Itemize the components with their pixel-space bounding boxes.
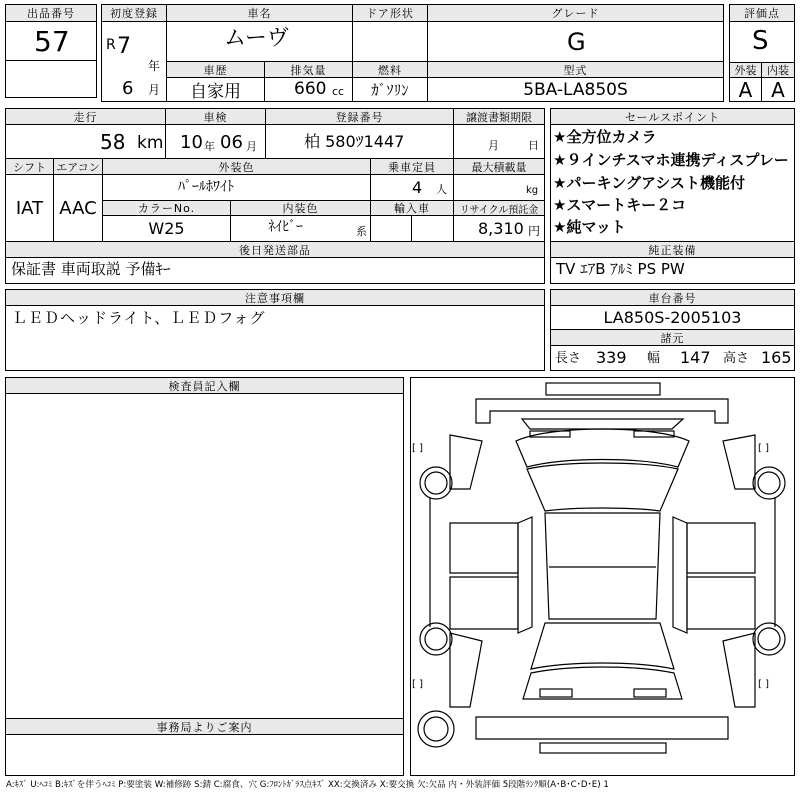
score-label: 評価点 [729, 4, 795, 22]
capacity-value: 4 [412, 178, 423, 197]
rear-plate-shape [540, 743, 666, 753]
fuel-value: ｶﾞｿﾘﾝ [352, 77, 428, 102]
reg-era: R [106, 37, 116, 53]
plate-value: 柏 580ﾂ1447 [304, 132, 405, 151]
recycle-unit: 円 [528, 224, 541, 238]
plate-label: 登録番号 [265, 108, 454, 125]
height-label: 高さ [723, 351, 750, 366]
roof-shape [545, 513, 660, 619]
import-divider [411, 215, 412, 242]
rear-left-fender [450, 633, 482, 707]
later-parts-value: 保証書 車両取説 予備ｷｰ [11, 260, 171, 278]
model-label: 型式 [427, 61, 724, 78]
color-box [102, 174, 371, 201]
displacement-value: 660 [294, 79, 327, 99]
spare-hub [424, 717, 448, 741]
right-rear-door [687, 577, 755, 629]
left-rear-door [450, 577, 518, 629]
rear-window-shape [531, 623, 674, 669]
rear-right-fender [723, 633, 755, 707]
inspection-year-unit: 年 [204, 140, 215, 153]
recycle-value: 8,310 [478, 219, 524, 238]
transfer-month: 月 [488, 139, 499, 152]
ac-value: AAC [53, 174, 103, 242]
inspector-label: 検査員記入欄 [5, 377, 404, 394]
left-bracket-top: [ ] [412, 443, 423, 454]
lot-number: 57 [34, 25, 70, 58]
grade-label: グレード [427, 4, 724, 22]
rear-bumper-shape [476, 717, 728, 739]
sales-points-label: セールスポイント [550, 108, 795, 125]
month-unit: 月 [148, 83, 161, 97]
width-label: 幅 [647, 351, 661, 366]
right-bracket-bottom: [ ] [758, 679, 769, 690]
right-front-door [687, 523, 755, 573]
sales-point-item: ★９インチスマホ連携ディスプレー [553, 151, 789, 169]
inspection-month: 06 [220, 132, 243, 153]
interior-color-label: 内装色 [230, 200, 371, 216]
interior-value: A [761, 77, 795, 102]
notes-label: 注意事項欄 [5, 289, 545, 306]
colorno-value: W25 [102, 215, 231, 242]
office-box [5, 734, 404, 776]
exterior-label: 外装 [729, 62, 762, 78]
model-value: 5BA-LA850S [427, 77, 724, 102]
inspection-label: 車検 [165, 108, 266, 125]
shift-label: シフト [5, 158, 54, 175]
equipment-value: TV ｴｱB ｱﾙﾐ PS PW [556, 260, 685, 278]
windshield-shape [516, 429, 689, 467]
hood-top [522, 419, 683, 429]
hood-shape [527, 463, 678, 511]
left-pillar [518, 517, 532, 633]
exterior-value: A [729, 77, 762, 102]
mileage-label: 走行 [5, 108, 166, 125]
interior-color-value: ﾈｲﾋﾞｰ [268, 219, 303, 235]
office-label: 事務局よりご案内 [5, 718, 404, 735]
door-label: ドア形状 [352, 4, 428, 22]
capacity-label: 乗車定員 [370, 158, 454, 175]
chassis-value: LA850S-2005103 [550, 305, 795, 330]
later-parts-label: 後日発送部品 [5, 241, 545, 258]
year-unit: 年 [148, 59, 161, 73]
reg-year: 7 [117, 34, 131, 59]
history-value: 自家用 [166, 77, 265, 102]
recycle-label: リサイクル預託金 [453, 200, 545, 216]
lot-divider [5, 60, 97, 61]
front-right-fender [723, 435, 755, 489]
trunk-shape [523, 667, 682, 699]
transfer-label: 譲渡書類期限 [453, 108, 545, 125]
load-label: 最大積載量 [453, 158, 545, 175]
front-left-fender [450, 435, 482, 489]
car-diagram [410, 377, 795, 776]
spec-box [550, 345, 795, 371]
car-name-label: 車名 [166, 4, 353, 22]
left-bracket-bottom: [ ] [412, 679, 423, 690]
height-value: 165 [761, 348, 792, 367]
sales-point-item: ★純マット [553, 218, 626, 236]
front-grille-shape [546, 383, 660, 395]
ac-label: エアコン [53, 158, 103, 175]
rear-right-hub [758, 628, 780, 650]
length-value: 339 [596, 348, 627, 367]
interior-label: 内装 [761, 62, 795, 78]
equipment-label: 純正装備 [550, 241, 795, 258]
inspection-month-unit: 月 [246, 140, 257, 153]
transfer-day: 日 [528, 139, 539, 152]
mileage-value: 58 [100, 130, 126, 154]
interior-color-suffix: 系 [356, 225, 367, 238]
notes-value: ＬＥＤヘッドライト、ＬＥＤフォグ [12, 309, 266, 327]
right-bracket-top: [ ] [758, 443, 769, 454]
registration-label: 初度登録 [101, 4, 167, 22]
lot-label: 出品番号 [5, 4, 97, 22]
front-left-hub [425, 472, 447, 494]
spec-label: 諸元 [550, 329, 795, 346]
colorno-label: カラーNo. [102, 200, 231, 216]
car-name-value: ムーヴ [224, 26, 289, 51]
import-label: 輸入車 [370, 200, 454, 216]
color-value: ﾊﾟｰﾙﾎﾜｲﾄ [178, 179, 234, 195]
left-front-door [450, 523, 518, 573]
front-right-hub [758, 472, 780, 494]
sales-point-item: ★パーキングアシスト機能付 [553, 174, 745, 192]
right-taillight [634, 689, 666, 697]
score-value: S [752, 26, 769, 56]
mileage-unit: km [137, 133, 164, 153]
width-value: 147 [680, 348, 711, 367]
shift-value: IAT [5, 174, 54, 242]
length-label: 長さ [555, 351, 582, 366]
history-label: 車歴 [166, 61, 265, 78]
load-unit: kg [526, 185, 539, 196]
rear-left-hub [425, 628, 447, 650]
reg-month: 6 [122, 78, 134, 99]
left-taillight [540, 689, 572, 697]
grade-value: G [567, 28, 586, 56]
color-label: 外装色 [102, 158, 371, 175]
damage-legend: A:ｷｽﾞ U:ﾍｺﾐ B:ｷｽﾞを伴うﾍｺﾐ P:要塗装 W:補修跡 S:錆 C:腐食、穴 G:ﾌﾛﾝﾄｶﾞﾗｽ点ｷｽﾞ XX:交換済み X:要交換 欠:欠品 内・外装評価 5段階ﾗﾝｸ順(A･B･C･D･E) 1 [6, 780, 609, 790]
inspection-year: 10 [180, 132, 203, 153]
sales-point-item: ★全方位カメラ [553, 128, 657, 146]
inspector-box [5, 393, 404, 719]
right-pillar [673, 517, 687, 633]
displacement-label: 排気量 [264, 61, 353, 78]
displacement-unit: cc [332, 85, 345, 98]
sales-point-item: ★スマートキー２コ [553, 196, 687, 214]
chassis-label: 車台番号 [550, 289, 795, 306]
capacity-unit: 人 [436, 183, 447, 196]
fuel-label: 燃料 [352, 61, 428, 78]
import-box [370, 215, 454, 242]
